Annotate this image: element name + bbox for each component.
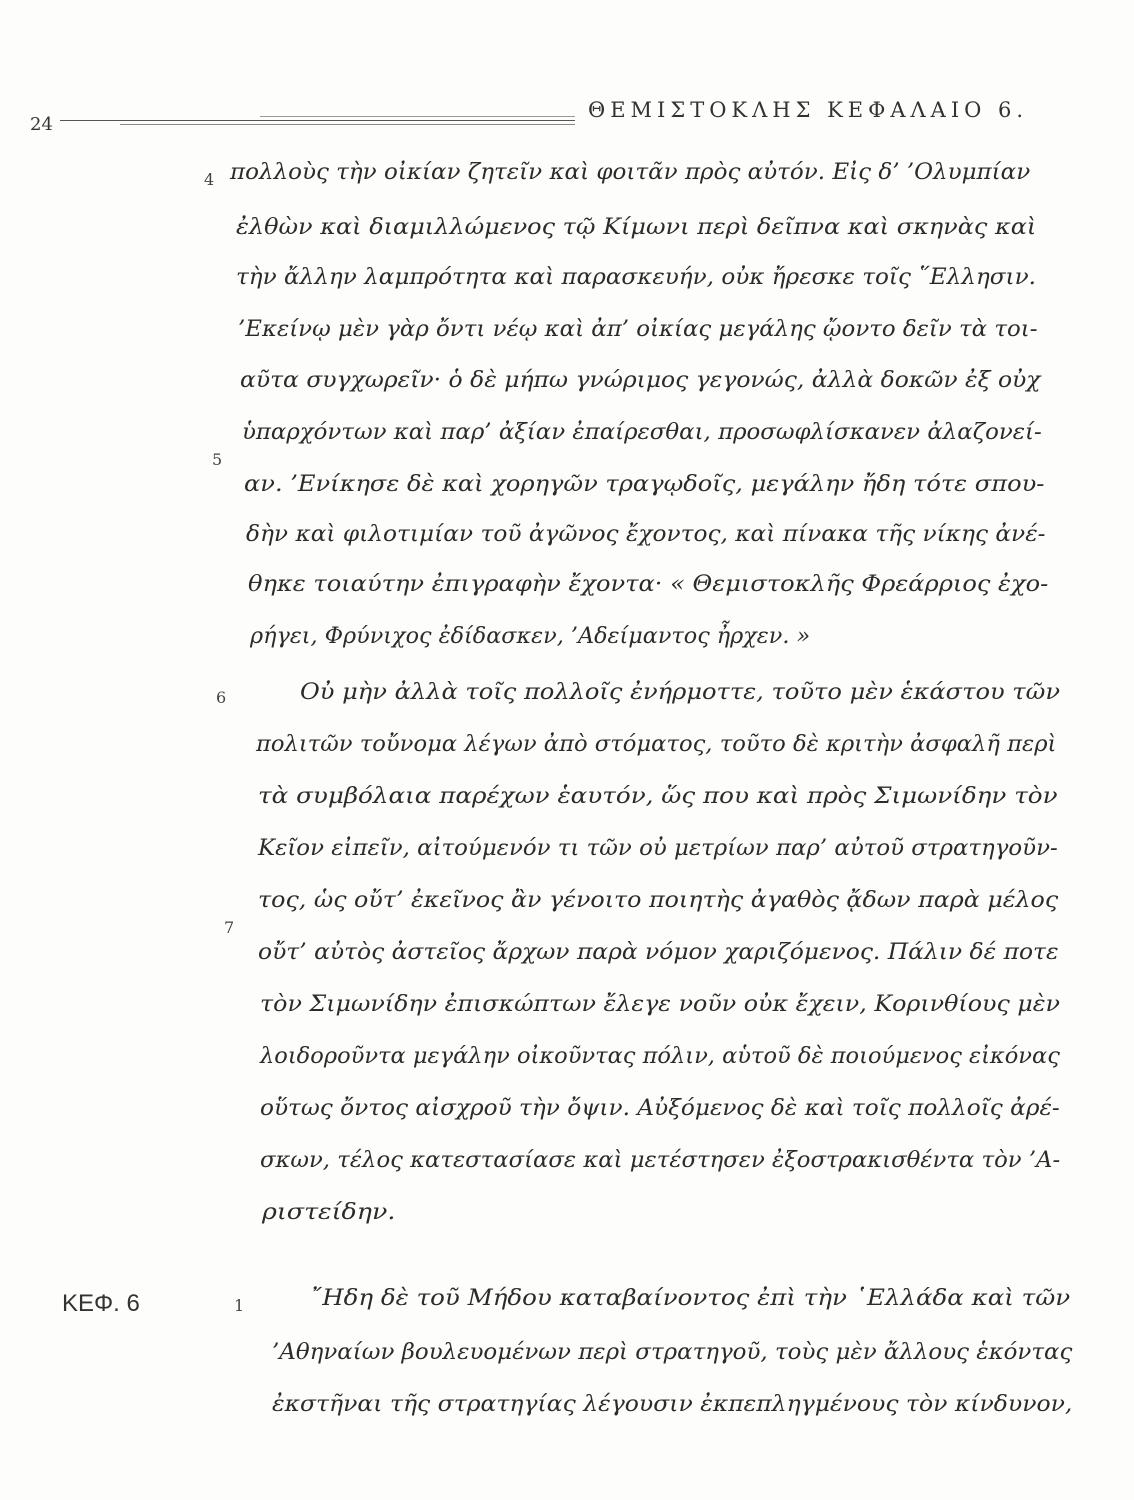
text-line: τὸν Σιμωνίδην ἐπισκώπτων ἔλεγε νοῦν οὐκ ἔχειν, Κορινθίους μὲν xyxy=(260,992,1060,1017)
text-line: Οὐ μὴν ἀλλὰ τοῖς πολλοῖς ἐνήρμοττε, τοῦτο μὲν ἑκάστου τῶν xyxy=(300,680,1060,705)
chapter-label: ΚΕΦ. 6 xyxy=(62,1290,140,1317)
section-number: 5 xyxy=(212,450,223,469)
text-line: οὕτως ὄντος αἰσχροῦ τὴν ὄψιν. Αὐξόμενος δὲ καὶ τοῖς πολλοῖς ἀρέ- xyxy=(260,1096,1060,1121)
text-line: ρήγει, Φρύνιχος ἐδίδασκεν, ’Αδείμαντος ἦρχεν. » xyxy=(250,624,811,649)
text-line: αῦτα συγχωρεῖν· ὁ δὲ μήπω γνώριμος γεγονώς, ἀλλὰ δοκῶν ἐξ οὐχ xyxy=(240,368,1041,393)
section-number: 7 xyxy=(224,918,235,937)
text-line: ῎Ηδη δὲ τοῦ Μήδου καταβαίνοντος ἐπὶ τὴν ῾Ελλάδα καὶ τῶν xyxy=(310,1286,1071,1311)
text-line: ριστείδην. xyxy=(262,1200,396,1225)
section-number: 6 xyxy=(216,688,227,707)
text-line: σκων, τέλος κατεστασίασε καὶ μετέστησεν ἐξοστρακισθέντα τὸν ’Α- xyxy=(260,1148,1061,1173)
text-line: αν. ’Ενίκησε δὲ καὶ χορηγῶν τραγῳδοῖς, μεγάλην ἤδη τότε σπου- xyxy=(244,472,1045,497)
section-number: 4 xyxy=(204,170,215,189)
text-line: τὴν ἄλλην λαμπρότητα καὶ παρασκευήν, οὐκ ἤρεσκε τοῖς ῞Ελλησιν. xyxy=(236,265,1036,290)
text-line: θηκε τοιαύτην ἐπιγραφὴν ἔχοντα· « Θεμιστοκλῆς Φρεάρριος ἐχο- xyxy=(248,572,1049,597)
text-line: λοιδοροῦντα μεγάλην οἰκοῦντας πόλιν, αὑτοῦ δὲ ποιούμενος εἰκόνας xyxy=(260,1044,1060,1069)
text-line: Κεῖον εἰπεῖν, αἰτούμενόν τι τῶν οὐ μετρίων παρ’ αὐτοῦ στρατηγοῦν- xyxy=(258,836,1058,861)
text-line: τὰ συμβόλαια παρέχων ἑαυτόν, ὥς που καὶ πρὸς Σιμωνίδην τὸν xyxy=(258,784,1058,809)
text-line: ἐλθὼν καὶ διαμιλλώμενος τῷ Κίμωνι περὶ δεῖπνα καὶ σκηνὰς καὶ xyxy=(236,215,1037,240)
running-head xyxy=(30,86,1050,135)
page-number: 24 xyxy=(30,114,53,135)
text-line: ἐκστῆναι τῆς στρατηγίας λέγουσιν ἐκπεπληγμένους τὸν κίνδυνον, xyxy=(272,1392,1073,1417)
text-line: ’Εκείνῳ μὲν γὰρ ὄντι νέῳ καὶ ἀπ’ οἰκίας μεγάλης ᾤοντο δεῖν τὰ τοι- xyxy=(238,317,1038,342)
text-line: δὴν καὶ φιλοτιμίαν τοῦ ἀγῶνος ἔχοντος, καὶ πίνακα τῆς νίκης ἀνέ- xyxy=(246,522,1046,547)
header-rule xyxy=(260,116,575,117)
text-line: ὑπαρχόντων καὶ παρ’ ἀξίαν ἐπαίρεσθαι, προσωφλίσκανεν ἀλαζονεί- xyxy=(242,420,1042,445)
text-line: πολλοὺς τὴν οἰκίαν ζητεῖν καὶ φοιτᾶν πρὸς αὐτόν. Εἰς δ’ ’Ολυμπίαν xyxy=(230,160,1031,185)
text-line: τος, ὡς οὔτ’ ἐκεῖνος ἂν γένοιτο ποιητὴς ἀγαθὸς ᾄδων παρὰ μέλος xyxy=(258,888,1059,913)
text-line: οὔτ’ αὐτὸς ἀστεῖος ἄρχων παρὰ νόμον χαριζόμενος. Πάλιν δέ ποτε xyxy=(258,940,1059,965)
header-rule xyxy=(120,124,575,125)
section-number: 1 xyxy=(234,1296,245,1315)
running-title: ΘΕΜΙΣΤΟΚΛΗΣ ΚΕΦΑΛΑΙΟ 6. xyxy=(588,98,1029,122)
header-rule xyxy=(60,120,575,121)
text-line: πολιτῶν τοὔνομα λέγων ἀπὸ στόματος, τοῦτο δὲ κριτὴν ἀσφαλῆ περὶ xyxy=(256,732,1057,757)
text-line: ’Αθηναίων βουλευομένων περὶ στρατηγοῦ, τοὺς μὲν ἄλλους ἑκόντας xyxy=(272,1340,1073,1365)
